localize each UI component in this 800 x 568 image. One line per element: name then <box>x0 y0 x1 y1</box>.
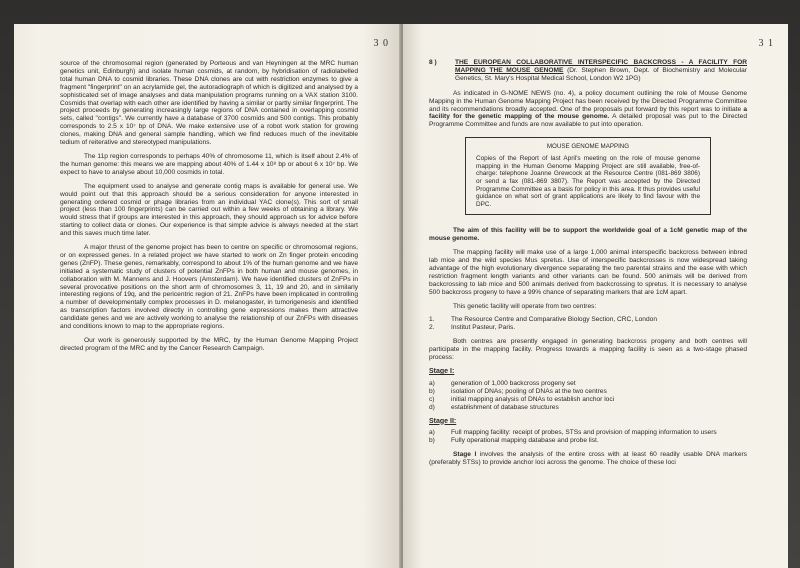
stage-2-heading: Stage II: <box>429 417 457 425</box>
list-text: Fully operational mapping database and probe list. <box>451 437 599 445</box>
section-title: THE EUROPEAN COLLABORATIVE INTERSPECIFIC BACKCROSS - A FACILITY FOR MAPPING THE MOUSE GENOME <box>455 59 747 74</box>
right-page <box>403 24 788 568</box>
facility-paragraph: The mapping facility will make use of a large 1,000 animal interspecific backcross between inbred lab mice and the wild species Mus spretus. Use of interspecific backcrosses is now widespread taking advantage of the high evolutionary divergence separating the two parental strains and the ease with which restriction fragment length variants and other variants can be found. 500 animals will be derived from backcrossing to lab mice and 500 animals derived from backcrossing to spretus. It is necessary to analyse 500 backcross progeny to have a 99% chance of separating markers that are 1cM apart. <box>429 249 747 296</box>
final-paragraph <box>429 451 747 467</box>
list-label: b) <box>429 387 435 395</box>
list-text: isolation of DNAs; pooling of DNAs at the two centres <box>451 387 607 395</box>
list-item <box>429 404 747 412</box>
final-bold-text: Stage I <box>453 451 477 459</box>
right-page-text <box>429 59 747 473</box>
list-item <box>429 380 747 388</box>
list-item <box>429 437 747 445</box>
list-item <box>429 429 747 437</box>
list-text: establishment of database structures <box>451 403 559 411</box>
paragraph: The 11p region corresponds to perhaps 40% of chromosome 11, which is itself about 2.4% of the human genome: this means we are mapping about 40% of 1.44 x 10⁸ bp or about 6 x 10⁷ bp. We expect to have to analyse about 10,000 cosmids in total. <box>60 152 358 176</box>
section-number: 8 ) <box>429 59 437 66</box>
list-text: The Resource Centre and Comparative Biology Section, CRC, London <box>451 316 657 324</box>
paragraph: The equipment used to analyse and generate contig maps is available for general use. We would point out that this approach should be a serious consideration for anyone interested in generating ordered cosmid or phage libraries from an individual YAC clone(s). This sort of small project (less than 100 fingerprints) can be carried out within a few weeks of obtaining a library. We would stress that if groups are interested in this approach, they should approach us for advice before starting to collect data or clones. Our experience is that simple advice is always needed at the start and this saves much time later. <box>60 182 358 238</box>
list-number: 2. <box>429 324 435 332</box>
list-text: Full mapping facility: receipt of probes, STSs and provision of mapping information to users <box>451 429 717 437</box>
final-text: involves the analysis of the entire cross with at least 60 readily usable DNA markers (preferably STSs) to provide anchor loci across the genome. The choice of these loci <box>429 451 747 467</box>
list-label: a) <box>429 379 435 387</box>
list-item <box>429 324 747 332</box>
list-text: Institut Pasteur, Paris. <box>451 324 516 332</box>
left-page-text <box>60 60 358 359</box>
centres-list <box>429 316 747 332</box>
intro-text: As indicated in G-NOME NEWS (no. 4), a policy document outlining the role of Mouse Genome Mapping in the Human Genome Mapping Project has been received by the Directed Programme Committee and its recommendations broadly accepted. One of the proposals put forward by this report was to initiate <box>429 89 747 113</box>
list-label: a) <box>429 429 435 437</box>
list-item <box>429 388 747 396</box>
centres-paragraph: Both centres are presently engaged in generating backcross progeny and both centres will participate in the mapping facility. Progress towards a mapping facility is seen as a two-stage phased process: <box>429 338 747 362</box>
list-label: d) <box>429 403 435 411</box>
stage-2-list <box>429 429 747 445</box>
aim-paragraph: The aim of this facility will be to support the worldwide goal of a 1cM genetic map of the mouse genome. <box>429 227 747 243</box>
info-box-title: MOUSE GENOME MAPPING <box>546 143 630 151</box>
list-item <box>429 396 747 404</box>
list-text: generation of 1,000 backcross progeny set <box>451 379 576 387</box>
info-box-text: Copies of the Report of last April's meeting on the role of mouse genome mapping in the Human Genome Mapping Project are still available, free-of-charge: telephone Joanne Grewcock at the Resource Centre (081-869 3806) or send a fax (081-869 3807). The Report was accepted by the Directed Programme Committee as a basis for policy in this area. It thus provides useful guidance on what sort of grant applications are likely to find favour with the DPC. <box>476 155 700 208</box>
section-heading <box>429 59 747 83</box>
paragraph: Our work is generously supported by the MRC, by the Human Genome Mapping Project directed program of the MRC and by the Cancer Research Campaign. <box>60 337 358 352</box>
intro-bold-text: a facility for the genetic mapping of the mouse genome. <box>429 105 747 121</box>
centres-intro: This genetic facility will operate from two centres: <box>453 302 597 310</box>
right-page-number: 3 1 <box>758 38 774 49</box>
list-label: b) <box>429 437 435 445</box>
list-number: 1. <box>429 316 435 324</box>
list-label: c) <box>429 395 435 403</box>
list-text: initial mapping analysis of DNAs to establish anchor loci <box>451 395 615 403</box>
paragraph: A major thrust of the genome project has been to centre on specific or chromosomal regions, or on expressed genes. In a related project we have started to work on Zn finger protein encoding genes (ZnFP). These genes, remarkably, correspond to about 1% of the human genome and we have initiated a systematic study of clusters of potential ZnFPs in both human and mouse genomes, in collaboration with M. Mannens and J. Hoovers (Amsterdam). We have identified clusters of ZnFPs in several provocative positions on the short arm of chromosomes 3, 11, 19 and 20, and in similarly interesting regions of 19q, and the pericentric region of 21. ZnFPs have been implicated in controlling a number of developmentally complex processes in D. melanogaster, in tumorigenesis and identified as transcription factors involved directly in controlling gene expressions makes them attractive candidate genes and we are actively working to analyse the relationship of our ZnFPs with diseases and conditions known to map to the appropriate regions. <box>60 244 358 331</box>
section-authors: (Dr. Stephen Brown, Dept. of Biochemistry and Molecular Genetics, St. Mary's Hospital Medical School, London W2 1PG) <box>455 66 747 82</box>
paragraph: source of the chromosomal region (generated by Porteous and van Heyningen at the MRC human genetics unit, Edinburgh) and isolate human cosmids, at random, by hybridisation of radiolabelled total human DNA to cosmid libraries. These DNA clones are cut with restriction enzymes to give a fragment "fingerprint" on an acrylamide gel, the autoradiograph of which is digitized and analysed by a sophisticated set of image analyses and data manipulation programs running on a VAX station 3100. Cosmids that overlap with each other are identified by having a similar or partly similar fingerprint. The project proceeds by generating increasingly large regions of DNA contained in overlapping cosmid sets, called "contigs". We currently have a database of 3700 cosmids and 500 contigs. This probably corresponds to 2.5 x 10⁷ bp of DNA. We make extensive use of a robot work station for growing clones, making DNA and general sample handling, which we find reduces much of the inevitable tedium of reiterative and stereotyped manipulations. <box>60 60 358 147</box>
left-page <box>14 24 401 568</box>
stage-1-heading: Stage I: <box>429 368 455 375</box>
stage-1-list <box>429 380 747 412</box>
left-page-number: 3 0 <box>373 38 389 49</box>
intro-text-end: A detailed proposal was put to the Directed Programme Committee and funds are now available to put into operation. <box>429 113 748 129</box>
intro-paragraph <box>429 90 747 130</box>
info-box <box>465 137 711 215</box>
list-item <box>429 316 747 324</box>
